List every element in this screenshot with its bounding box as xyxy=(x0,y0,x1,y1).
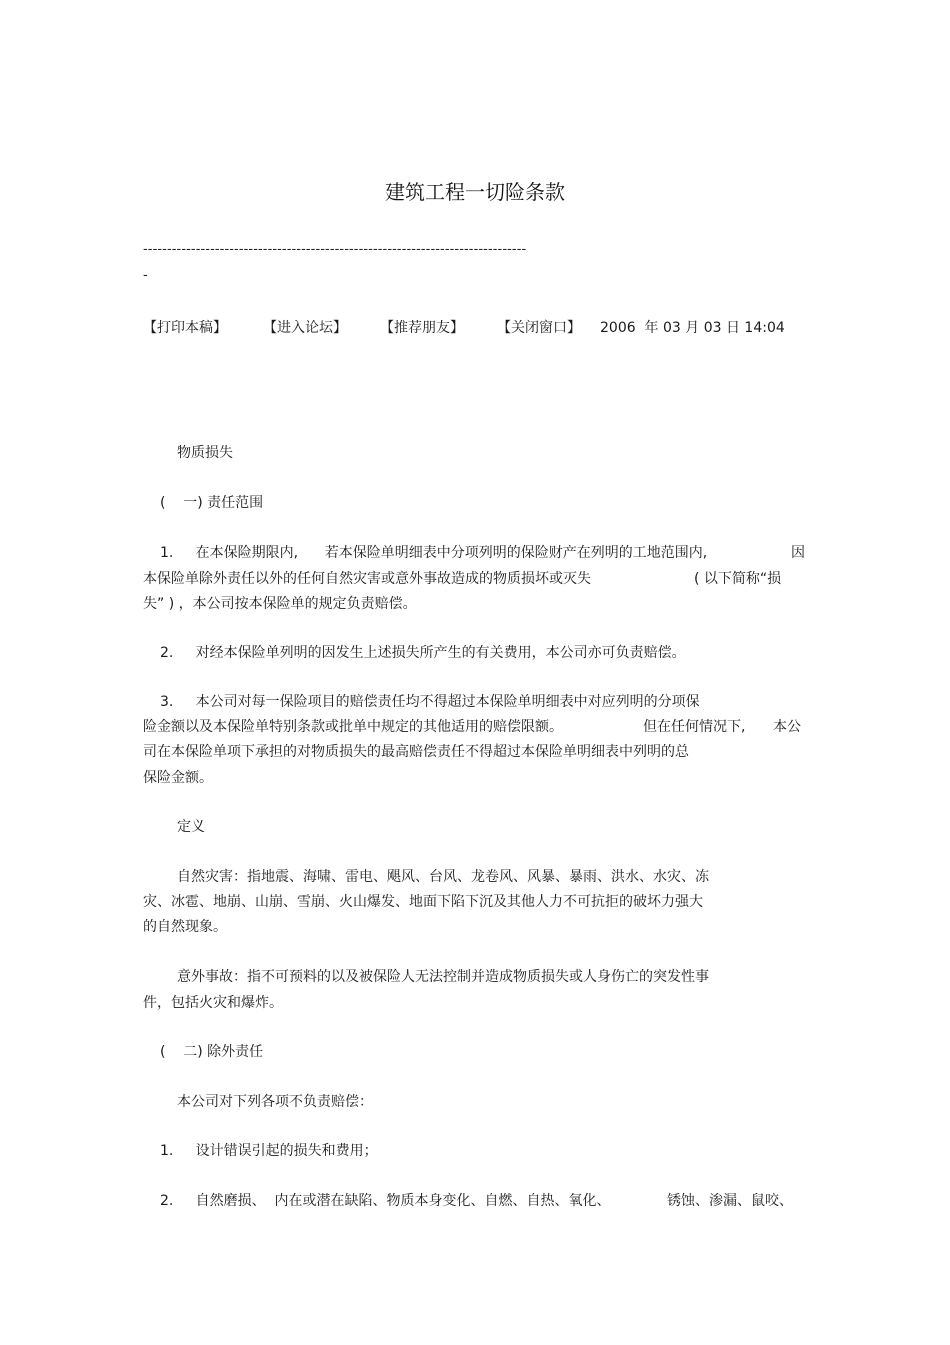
item3-line2: 险金额以及本保险单特别条款或批单中规定的其他适用的赔偿限额。 xyxy=(143,719,563,735)
subsection-heading-scope: ( 一) 责任范围 xyxy=(160,495,264,511)
recommend-link[interactable]: 【推荐朋友】 xyxy=(380,320,464,336)
item1-line2: 本保险单除外责任以外的任何自然灾害或意外事故造成的物质损坏或灭失 xyxy=(143,571,591,587)
item1-line3: 失” ) ，本公司按本保险单的规定负责赔偿。 xyxy=(143,596,417,612)
item3-line1: 3. 本公司对每一保险项目的赔偿责任均不得超过本保险单明细表中对应列明的分项保 xyxy=(160,694,700,710)
natural-disaster-line2: 灾、冰雹、地崩、山崩、雪崩、火山爆发、地面下陷下沉及其他人力不可抗拒的破坏力强大 xyxy=(143,894,703,910)
exclusion-item2-line1-tail: 锈蚀、渗漏、鼠咬、 xyxy=(667,1193,793,1209)
item1-line2-tail: ( 以下简称“损 xyxy=(694,571,782,587)
forum-link[interactable]: 【进入论坛】 xyxy=(263,320,347,336)
exclusion-item1: 1. 设计错误引起的损失和费用； xyxy=(160,1143,378,1159)
section-heading-material-loss: 物质损失 xyxy=(177,445,233,461)
subsection-heading-exclusions: ( 二) 除外责任 xyxy=(160,1044,264,1060)
page-title: 建筑工程一切险条款 xyxy=(385,180,565,204)
divider-line-tail: - xyxy=(143,268,148,283)
natural-disaster-line1: 自然灾害：指地震、海啸、雷电、飓风、台风、龙卷风、风暴、暴雨、洪水、水灾、冻 xyxy=(177,869,709,885)
natural-disaster-line3: 的自然现象。 xyxy=(143,919,227,935)
print-link[interactable]: 【打印本稿】 xyxy=(143,320,227,336)
item3-line2-mid: 但在任何情况下, xyxy=(643,719,746,735)
accident-line1: 意外事故：指不可预料的以及被保险人无法控制并造成物质损失或人身伤亡的突发性事 xyxy=(177,969,709,985)
publish-date: 2006 年 03 月 03 日 14:04 xyxy=(600,320,785,336)
item2: 2. 对经本保险单列明的因发生上述损失所产生的有关费用，本公司亦可负责赔偿。 xyxy=(160,645,686,661)
divider-line: -------------------------------------------------------------------------------- xyxy=(143,242,527,257)
item1-line1: 1. 在本保险期限内, 若本保险单明细表中分项列明的保险财产在列明的工地范围内, xyxy=(160,545,708,561)
item1-line1-tail: 因 xyxy=(791,545,805,561)
exclusion-intro: 本公司对下列各项不负责赔偿： xyxy=(177,1094,373,1110)
exclusion-item2-line1: 2. 自然磨损、 内在或潜在缺陷、物质本身变化、自燃、自热、氧化、 xyxy=(160,1193,611,1209)
close-window-link[interactable]: 【关闭窗口】 xyxy=(497,320,581,336)
item3-line3: 司在本保险单项下承担的对物质损失的最高赔偿责任不得超过本保险单明细表中列明的总 xyxy=(143,744,689,760)
accident-line2: 件，包括火灾和爆炸。 xyxy=(143,995,283,1011)
item3-line4: 保险金额。 xyxy=(143,770,213,786)
item3-line2-tail: 本公 xyxy=(773,719,801,735)
definition-heading: 定义 xyxy=(177,819,205,835)
